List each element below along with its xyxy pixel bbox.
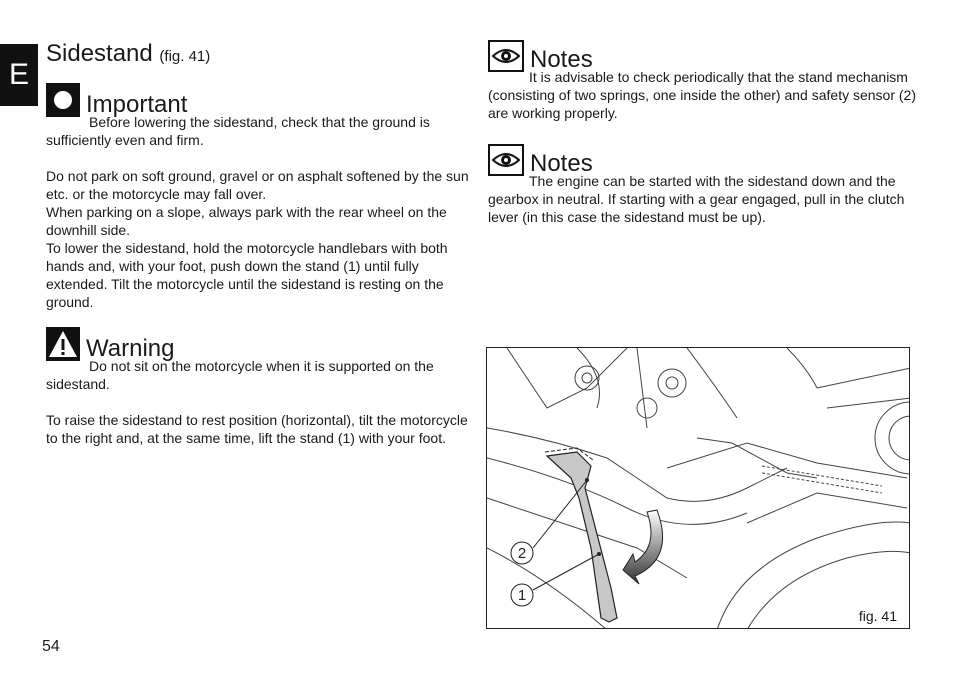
eye-icon <box>488 40 524 72</box>
paragraph-soft-ground: Do not park on soft ground, gravel or on asphalt softened by the sun etc. or the motorcycle may fall over. <box>46 168 469 202</box>
sidestand-figure <box>486 347 910 629</box>
figure-caption: fig. 41 <box>858 608 897 624</box>
right-column <box>488 40 916 244</box>
paragraph-raise-stand: To raise the sidestand to rest position (horizontal), tilt the motorcycle to the right and, at the same time, lift the stand (1) with your foot. <box>46 412 468 446</box>
callout-label-1: 1 <box>517 587 527 604</box>
notes-body-2: The engine can be started with the sidestand down and the gearbox in neutral. If starting with a gear engaged, pull in the clutch lever (in this case the sidestand must be up). <box>488 173 905 225</box>
notes-body-1: It is advisable to check periodically that the stand mechanism (consisting of two springs, one inside the other) and safety sensor (2) are working properly. <box>488 69 916 121</box>
callout-label-2: 2 <box>517 545 527 562</box>
important-body: Before lowering the sidestand, check that the ground is sufficiently even and firm. <box>46 114 430 148</box>
warning-body: Do not sit on the motorcycle when it is supported on the sidestand. <box>46 358 434 392</box>
section-tab-e: E <box>0 44 38 106</box>
circle-icon <box>46 83 80 117</box>
warning-title: Warning <box>86 335 175 362</box>
notes-title-1: Notes <box>530 46 593 73</box>
notes-callout-2 <box>488 144 916 226</box>
section-figref: (fig. 41) <box>159 48 211 65</box>
section-title: Sidestand <box>46 40 153 67</box>
warning-triangle-icon <box>46 327 80 361</box>
warning-callout <box>46 329 470 393</box>
paragraph-slope: When parking on a slope, always park with the rear wheel on the downhill side. <box>46 204 447 238</box>
paragraph-lower-stand: To lower the sidestand, hold the motorcycle handlebars with both hands and, with your foot, push down the stand (1) until fully extended. Tilt the motorcycle until the sidestand is resting on the ground. <box>46 240 448 310</box>
eye-icon <box>488 144 524 176</box>
important-title: Important <box>86 91 188 118</box>
left-column <box>46 40 470 447</box>
important-callout <box>46 85 470 149</box>
notes-callout-1 <box>488 40 916 122</box>
page-number: 54 <box>42 638 60 655</box>
sidestand-illustration <box>487 348 910 629</box>
notes-title-2: Notes <box>530 150 593 177</box>
section-heading <box>46 40 470 71</box>
